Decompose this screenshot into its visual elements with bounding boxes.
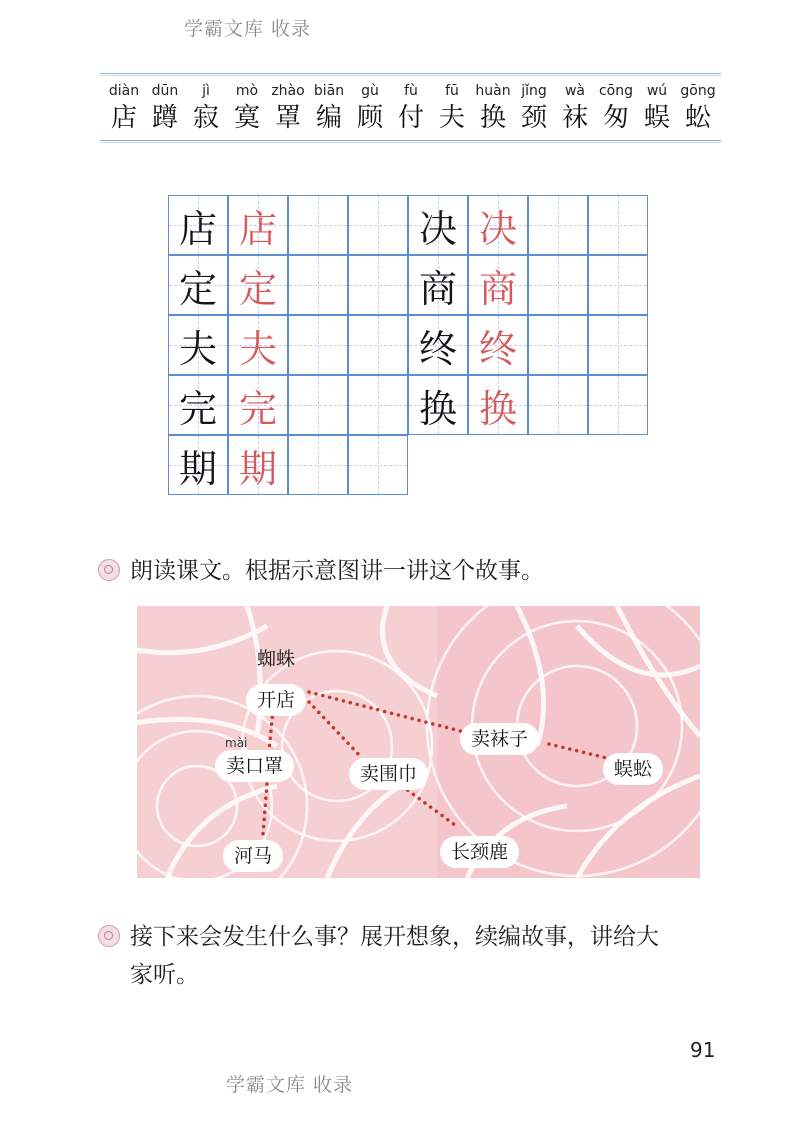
- vocabulary-list: [104, 81, 718, 135]
- grid-cell: [348, 375, 408, 435]
- model-character: 换: [418, 386, 457, 431]
- grid-cell: [468, 375, 528, 435]
- vocab-hanzi: 寞: [233, 103, 260, 133]
- grid-cell: [528, 255, 588, 315]
- grid-cell: [288, 195, 348, 255]
- vocab-hanzi: 顾: [356, 103, 383, 133]
- grid-cell: [348, 435, 408, 495]
- vocab-hanzi: 罩: [274, 103, 301, 133]
- grid-cell: [228, 375, 288, 435]
- watermark-bottom: 学霸文库 收录: [226, 1074, 354, 1096]
- vocab-pinyin: jì: [202, 83, 210, 99]
- vocab-pinyin: mò: [235, 83, 259, 99]
- grid-cell: [168, 315, 228, 375]
- grid-cell: [468, 195, 528, 255]
- node-sell-mask: 卖口罩: [215, 750, 294, 782]
- top-rule: [100, 73, 721, 74]
- vocab-item: [309, 81, 349, 135]
- trace-character: 完: [238, 386, 277, 431]
- vocab-hanzi: 店: [110, 103, 137, 133]
- task1-text: 朗读课文。根据示意图讲一讲这个故事。: [130, 558, 544, 584]
- grid-cell: [288, 315, 348, 375]
- vocab-hanzi: 换: [479, 103, 506, 133]
- model-character: 夫: [178, 326, 217, 371]
- grid-cell: [168, 255, 228, 315]
- grid-cell: [168, 435, 228, 495]
- grid-cell: [228, 315, 288, 375]
- vocab-item: [268, 81, 308, 135]
- vocab-hanzi: 编: [315, 103, 342, 133]
- model-character: 店: [178, 206, 217, 251]
- grid-cell: [468, 255, 528, 315]
- grid-cell: [168, 375, 228, 435]
- model-character: 决: [418, 206, 457, 251]
- trace-character: 决: [478, 206, 517, 251]
- top-rule-inner: [100, 75, 721, 76]
- vocab-pinyin: biān: [313, 83, 345, 99]
- vocab-pinyin: wà: [564, 83, 586, 99]
- vocabulary-band: [100, 73, 721, 143]
- vocab-hanzi: 袜: [561, 103, 588, 133]
- vocab-item: [391, 81, 431, 135]
- grid-cell: [348, 255, 408, 315]
- node-sell-scarf: 卖围巾: [349, 758, 428, 790]
- grid-cell: [408, 315, 468, 375]
- node-hippo: 河马: [223, 840, 283, 872]
- pinyin-mai: mài: [225, 736, 248, 750]
- grid-cell: [408, 195, 468, 255]
- grid-cell: [528, 375, 588, 435]
- vocab-pinyin: wú: [646, 83, 668, 99]
- vocab-item: [678, 81, 718, 135]
- grid-cell: [168, 195, 228, 255]
- trace-character: 夫: [238, 326, 277, 371]
- vocab-item: [432, 81, 472, 135]
- grid-cell: [408, 255, 468, 315]
- vocab-item: [555, 81, 595, 135]
- vocab-pinyin: dūn: [151, 83, 179, 99]
- grid-cell: [348, 315, 408, 375]
- grid-cell: [288, 435, 348, 495]
- grid-cell: [348, 195, 408, 255]
- model-character: 终: [418, 326, 457, 371]
- watermark-top: 学霸文库 收录: [184, 18, 312, 40]
- task-continue-story: [98, 918, 728, 994]
- vocab-item: [186, 81, 226, 135]
- vocab-hanzi: 夫: [438, 103, 465, 133]
- vocab-pinyin: gōng: [680, 83, 716, 99]
- vocab-hanzi: 匆: [602, 103, 629, 133]
- page-number: 91: [690, 1038, 716, 1062]
- trace-character: 商: [478, 266, 517, 311]
- vocab-hanzi: 付: [397, 103, 424, 133]
- trace-character: 期: [238, 446, 277, 491]
- task2-text-line2: 家听。: [130, 962, 199, 988]
- vocab-pinyin: fū: [445, 83, 459, 99]
- vocab-hanzi: 蚣: [684, 103, 711, 133]
- trace-character: 定: [238, 266, 277, 311]
- vocab-item: [514, 81, 554, 135]
- bottom-rule: [100, 140, 721, 141]
- grid-cell: [588, 315, 648, 375]
- grid-cell: [588, 375, 648, 435]
- vocab-pinyin: cōng: [598, 83, 634, 99]
- vocab-item: [227, 81, 267, 135]
- vocab-item: [473, 81, 513, 135]
- node-centipede: 蜈蚣: [603, 753, 663, 785]
- trace-character: 换: [478, 386, 517, 431]
- vocab-item: [145, 81, 185, 135]
- grid-cell: [288, 375, 348, 435]
- grid-cell: [588, 255, 648, 315]
- grid-cell: [588, 195, 648, 255]
- node-spider: 蜘蛛: [257, 648, 296, 670]
- vocab-hanzi: 蜈: [643, 103, 670, 133]
- vocab-hanzi: 寂: [192, 103, 219, 133]
- vocab-pinyin: fù: [404, 83, 418, 99]
- vocab-hanzi: 颈: [520, 103, 547, 133]
- grid-cell: [528, 195, 588, 255]
- model-character: 期: [178, 446, 217, 491]
- vocab-item: [637, 81, 677, 135]
- model-character: 商: [418, 266, 457, 311]
- grid-cell: [408, 375, 468, 435]
- model-character: 定: [178, 266, 217, 311]
- vocab-pinyin: zhào: [271, 83, 305, 99]
- spider-web-background: [137, 606, 700, 878]
- node-open-shop: 开店: [246, 684, 306, 716]
- task-bullet-icon: [98, 925, 120, 947]
- node-sell-socks: 卖袜子: [460, 723, 539, 755]
- model-character: 完: [178, 386, 217, 431]
- task2-text-line1: 接下来会发生什么事？展开想象，续编故事，讲给大: [130, 924, 659, 950]
- vocab-pinyin: gù: [361, 83, 379, 99]
- story-diagram: [137, 606, 700, 878]
- grid-cell: [288, 255, 348, 315]
- task-read-retell: [98, 552, 544, 590]
- grid-cell: [528, 315, 588, 375]
- bottom-rule-inner: [100, 142, 721, 143]
- vocab-item: [104, 81, 144, 135]
- task-bullet-icon: [98, 559, 120, 581]
- grid-cell: [468, 315, 528, 375]
- vocab-item: [350, 81, 390, 135]
- trace-character: 店: [238, 206, 277, 251]
- vocab-hanzi: 蹲: [151, 103, 178, 133]
- vocab-pinyin: jǐng: [521, 83, 547, 99]
- vocab-item: [596, 81, 636, 135]
- vocab-pinyin: huàn: [475, 83, 511, 99]
- vocab-pinyin: diàn: [108, 83, 140, 99]
- grid-cell: [228, 195, 288, 255]
- grid-cell: [228, 255, 288, 315]
- grid-cell: [228, 435, 288, 495]
- trace-character: 终: [478, 326, 517, 371]
- node-giraffe: 长颈鹿: [440, 836, 519, 868]
